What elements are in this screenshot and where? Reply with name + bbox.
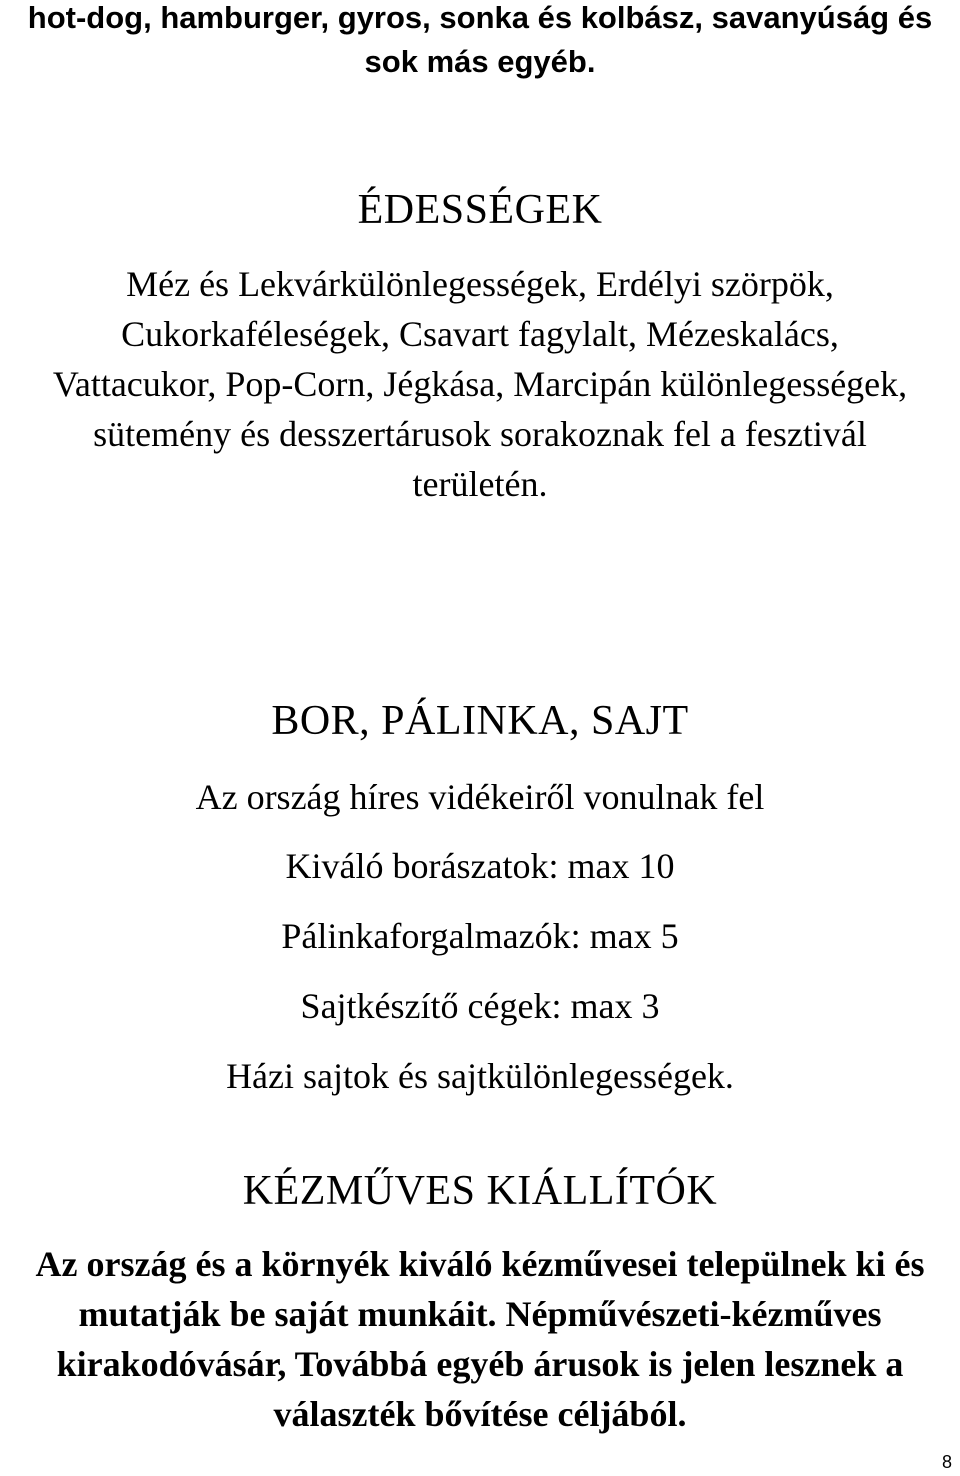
wine-heading: BOR, PÁLINKA, SAJT — [271, 698, 689, 744]
crafts-line-1: Az ország és a környék kiváló kézművesei települnek ki és — [35, 1244, 925, 1284]
wine-line-5: Házi sajtok és sajtkülönlegességek. — [226, 1056, 734, 1096]
wine-line-4: Sajtkészítő cégek: max 3 — [300, 986, 660, 1026]
intro-line-2: sok más egyéb. — [364, 44, 596, 79]
sweets-line-1: Méz és Lekvárkülönlegességek, Erdélyi szörpök, — [126, 264, 834, 304]
crafts-line-4: választék bővítése céljából. — [273, 1394, 687, 1434]
crafts-heading: KÉZMŰVES KIÁLLÍTÓK — [242, 1168, 718, 1214]
page-number: 8 — [941, 1452, 952, 1472]
crafts-line-3: kirakodóvásár, Továbbá egyéb árusok is jelen lesznek a — [56, 1344, 904, 1384]
crafts-line-2: mutatják be saját munkáit. Népművészeti-kézműves — [78, 1294, 882, 1334]
sweets-line-5: területén. — [412, 464, 548, 504]
sweets-line-3: Vattacukor, Pop-Corn, Jégkása, Marcipán különlegességek, — [52, 364, 908, 404]
sweets-line-4: sütemény és desszertárusok sorakoznak fel a fesztivál — [93, 414, 867, 454]
wine-line-1: Az ország híres vidékeiről vonulnak fel — [195, 777, 765, 817]
sweets-line-2: Cukorkaféleségek, Csavart fagylalt, Mézeskalács, — [121, 314, 839, 354]
intro-line-1: hot-dog, hamburger, gyros, sonka és kolbász, savanyúság és — [27, 0, 933, 35]
wine-line-3: Pálinkaforgalmazók: max 5 — [281, 916, 679, 956]
wine-line-2: Kiváló borászatok: max 10 — [285, 846, 675, 886]
sweets-heading: ÉDESSÉGEK — [357, 187, 603, 233]
